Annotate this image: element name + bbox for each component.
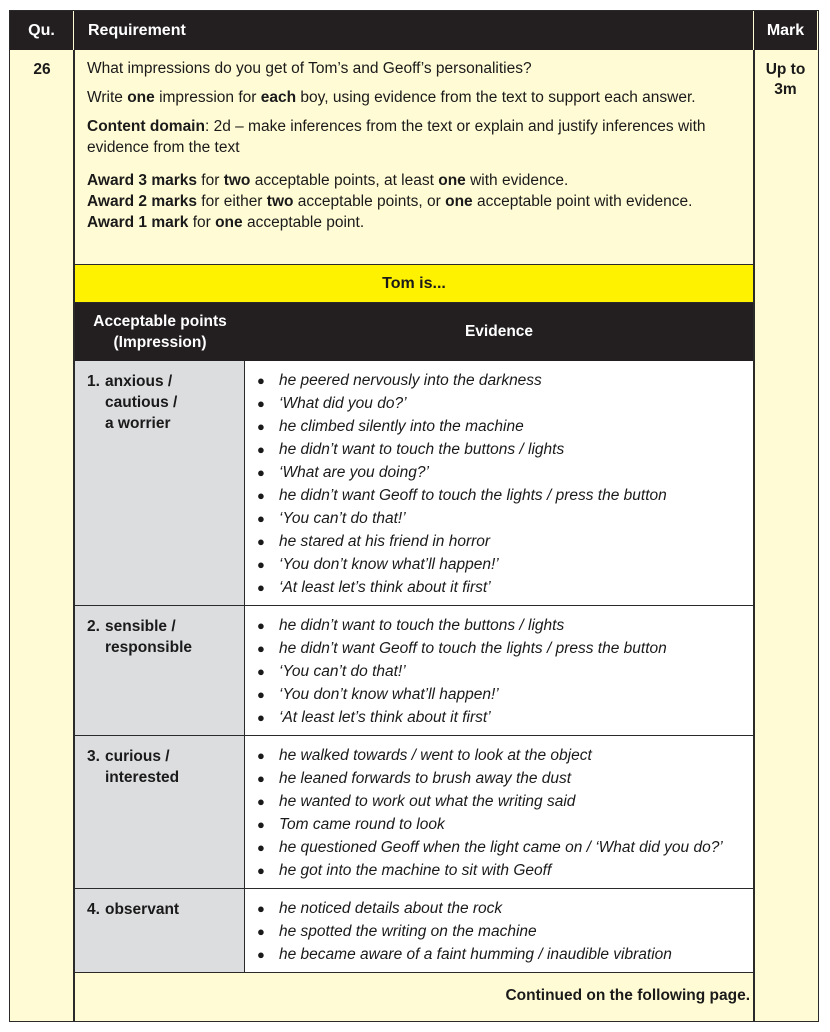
column-header-evidence: Evidence: [464, 323, 534, 340]
mark-text: Up to 3m: [765, 61, 806, 98]
evidence-item: ● Tom came round to look: [257, 813, 747, 836]
point-label: observant: [105, 901, 180, 918]
table-title: Tom is...: [75, 265, 753, 303]
bullet-icon: ●: [257, 840, 265, 855]
mark-scheme-table: [9, 10, 819, 1022]
evidence-list: [245, 736, 753, 888]
acceptable-point: [75, 889, 245, 972]
point-label: anxious /: [105, 373, 173, 390]
table-header-row: [75, 303, 753, 361]
bullet-icon: ●: [257, 534, 265, 549]
evidence-list: [245, 606, 753, 735]
table-body: [75, 361, 753, 972]
table-row: [75, 735, 753, 888]
header-requirement: Requirement: [74, 11, 754, 50]
bullet-icon: ●: [257, 442, 265, 457]
bullet-icon: ●: [257, 641, 265, 656]
evidence-item: ● he noticed details about the rock: [257, 897, 747, 920]
evidence-item: ● he walked towards / went to look at the object: [257, 744, 747, 767]
evidence-item: ● he got into the machine to sit with Geoff: [257, 859, 747, 882]
header-qu: Qu.: [10, 11, 74, 50]
bullet-icon: ●: [257, 924, 265, 939]
evidence-list: [245, 361, 753, 605]
bullet-icon: ●: [257, 580, 265, 595]
table-row: [75, 361, 753, 605]
evidence-item: ● he didn’t want to touch the buttons / lights: [257, 438, 747, 461]
bullet-icon: ●: [257, 511, 265, 526]
bullet-icon: ●: [257, 396, 265, 411]
bullet-icon: ●: [257, 618, 265, 633]
continued-note: Continued on the following page.: [505, 987, 750, 1004]
award-criteria: [87, 170, 749, 233]
point-label: a worrier: [105, 415, 171, 432]
bullet-icon: ●: [257, 710, 265, 725]
evidence-list: [245, 889, 753, 972]
table-row: [75, 605, 753, 735]
bullet-icon: ●: [257, 748, 265, 763]
table-row: [75, 888, 753, 972]
bullet-icon: ●: [257, 863, 265, 878]
evidence-item: ● he became aware of a faint humming / inaudible vibration: [257, 943, 747, 966]
evidence-item: ● he spotted the writing on the machine: [257, 920, 747, 943]
award-2-marks: Award 2 marks for either two acceptable points, or one acceptable point with evidence.: [87, 193, 693, 210]
content-domain: Content domain: 2d – make inferences from the text or explain and justify inferences with evidence from the text: [87, 118, 706, 156]
evidence-item: ● ‘You don’t know what’ll happen!’: [257, 683, 747, 706]
bullet-icon: ●: [257, 771, 265, 786]
evidence-item: ● he wanted to work out what the writing said: [257, 790, 747, 813]
tom-evidence-table: [74, 264, 754, 973]
evidence-item: ● ‘You can’t do that!’: [257, 660, 747, 683]
evidence-item: ● he didn’t want Geoff to touch the lights / press the button: [257, 484, 747, 507]
evidence-item: ● he stared at his friend in horror: [257, 530, 747, 553]
evidence-item: ● ‘You don’t know what’ll happen!’: [257, 553, 747, 576]
acceptable-point: [75, 361, 245, 605]
requirement-text: [87, 58, 749, 233]
evidence-item: ● he peered nervously into the darkness: [257, 369, 747, 392]
evidence-item: ● he didn’t want Geoff to touch the lights / press the button: [257, 637, 747, 660]
acceptable-point: [75, 736, 245, 888]
bullet-icon: ●: [257, 664, 265, 679]
point-label: curious /: [105, 748, 170, 765]
bullet-icon: ●: [257, 794, 265, 809]
bullet-icon: ●: [257, 687, 265, 702]
bullet-icon: ●: [257, 901, 265, 916]
bullet-icon: ●: [257, 373, 265, 388]
mark-allocation: [754, 60, 817, 100]
point-number: 3.: [87, 748, 100, 765]
point-label: sensible /: [105, 618, 176, 635]
evidence-item: ● he climbed silently into the machine: [257, 415, 747, 438]
bullet-icon: ●: [257, 465, 265, 480]
bullet-icon: ●: [257, 419, 265, 434]
column-header-points: Acceptable points (Impression): [93, 313, 227, 351]
evidence-item: ● ‘At least let’s think about it first’: [257, 706, 747, 729]
point-label: cautious /: [105, 394, 178, 411]
point-number: 2.: [87, 618, 100, 635]
bullet-icon: ●: [257, 817, 265, 832]
evidence-item: ● he questioned Geoff when the light came on / ‘What did you do?’: [257, 836, 747, 859]
point-label: responsible: [105, 639, 192, 656]
point-label: interested: [105, 769, 180, 786]
question-text: What impressions do you get of Tom’s and Geoff’s personalities?: [87, 60, 532, 77]
award-1-mark: Award 1 mark for one acceptable point.: [87, 214, 365, 231]
evidence-item: ● ‘You can’t do that!’: [257, 507, 747, 530]
point-number: 1.: [87, 373, 100, 390]
header-mark: Mark: [754, 11, 817, 50]
evidence-item: ● he leaned forwards to brush away the dust: [257, 767, 747, 790]
question-number: 26: [33, 61, 51, 78]
bullet-icon: ●: [257, 488, 265, 503]
point-number: 4.: [87, 901, 100, 918]
instruction-text: Write one impression for each boy, using evidence from the text to support each answer.: [87, 89, 696, 106]
evidence-item: ● he didn’t want to touch the buttons / lights: [257, 614, 747, 637]
acceptable-point: [75, 606, 245, 735]
bullet-icon: ●: [257, 947, 265, 962]
award-3-marks: Award 3 marks for two acceptable points, at least one with evidence.: [87, 172, 569, 189]
evidence-item: ● ‘At least let’s think about it first’: [257, 576, 747, 599]
bullet-icon: ●: [257, 557, 265, 572]
evidence-item: ● ‘What did you do?’: [257, 392, 747, 415]
evidence-item: ● ‘What are you doing?’: [257, 461, 747, 484]
